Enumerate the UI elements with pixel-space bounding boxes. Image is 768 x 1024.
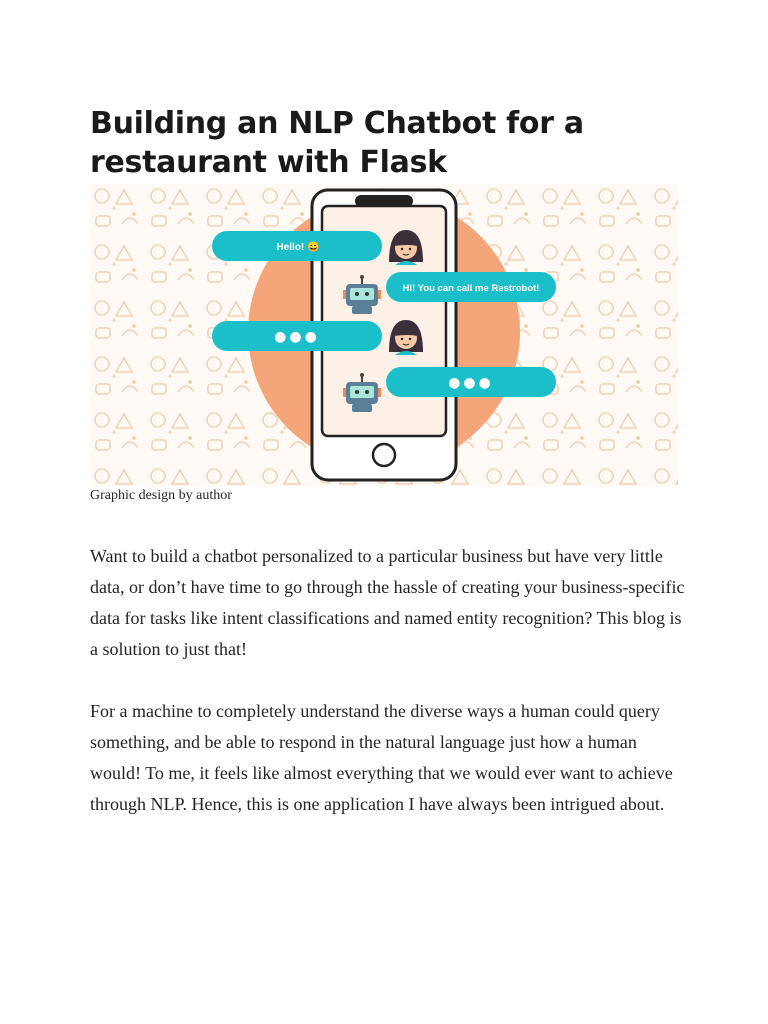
typing-indicator-user: ●●● (274, 329, 320, 345)
article-title: Building an NLP Chatbot for a restaurant with Flask (90, 106, 584, 180)
phone-home-button (373, 444, 395, 466)
chat-bubble-user-1-text: Hello! 😄 (276, 242, 320, 253)
chatbot-illustration (90, 184, 678, 486)
phone-notch (355, 195, 413, 207)
image-caption: Graphic design by author (90, 488, 232, 503)
hero-image (90, 184, 678, 486)
intro-paragraph: Want to build a chatbot personalized to a particular business but have very little data, or don’t have time to go through the hassle of creating your business-specific data for tasks like intent classifications and named entity recognition? This blog is a solution to just that! (90, 546, 685, 659)
chat-bubble-bot-1-text: Hi! You can call me Restrobot! (402, 283, 540, 294)
typing-indicator-bot: ●●● (448, 375, 494, 391)
motivation-paragraph: For a machine to completely understand the diverse ways a human could query something, and be able to respond in the natural language just how a human would! To me, it feels like almost everything that we would ever want to achieve through NLP. Hence, this is one application I have always been intrigued about. (90, 701, 673, 814)
